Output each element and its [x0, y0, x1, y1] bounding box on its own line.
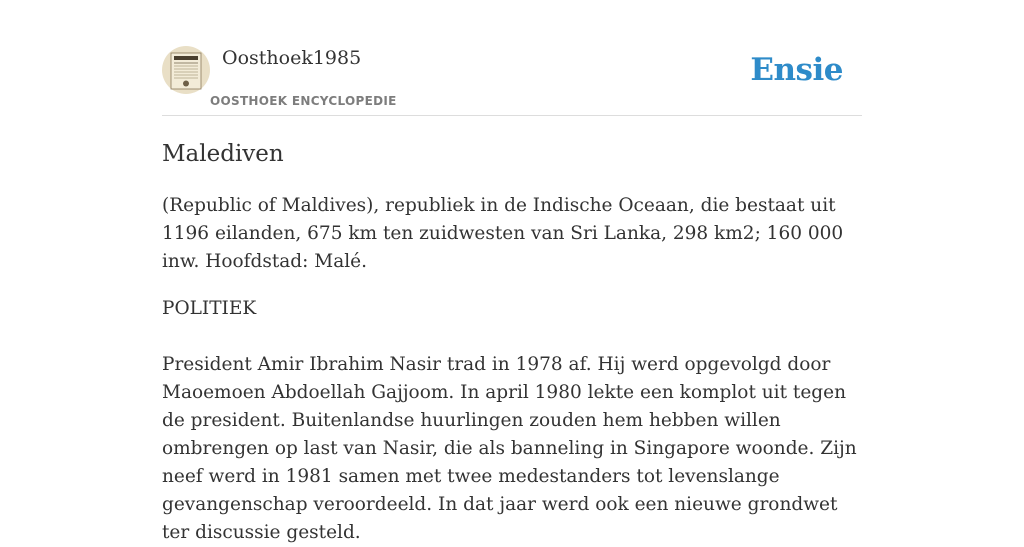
section-heading: POLITIEK	[162, 298, 257, 319]
ensie-logo[interactable]: Ensie	[750, 52, 843, 88]
article-title: Malediven	[162, 141, 284, 167]
article-intro: (Republic of Maldives), republiek in de Indische Oceaan, die bestaat uit 1196 eilanden, 675 km ten zuidwesten van Sri Lanka, 298 km2; 160 000 inw. Hoofdstad: Malé.	[162, 195, 844, 272]
encyclopedia-cover-icon	[162, 46, 210, 94]
source-label: OOSTHOEK ENCYCLOPEDIE	[210, 94, 397, 108]
article-header	[162, 44, 862, 116]
article-content	[162, 138, 864, 543]
author-name[interactable]: Oosthoek1985	[222, 47, 362, 69]
section-body: President Amir Ibrahim Nasir trad in 1978 af. Hij werd opgevolgd door Maoemoen Abdoellah Gajjoom. In april 1980 lekte een komplot uit tegen de president. Buitenlandse huurlingen zouden hem hebben willen ombrengen op last van Nasir, die als banneling in Singapore woonde. Zijn neef werd in 1981 samen met twee medestanders tot levenslange gevangenschap veroordeeld. In dat jaar werd ook een nieuwe grondwet ter discussie gesteld.	[162, 354, 857, 543]
author-avatar[interactable]	[162, 46, 210, 94]
